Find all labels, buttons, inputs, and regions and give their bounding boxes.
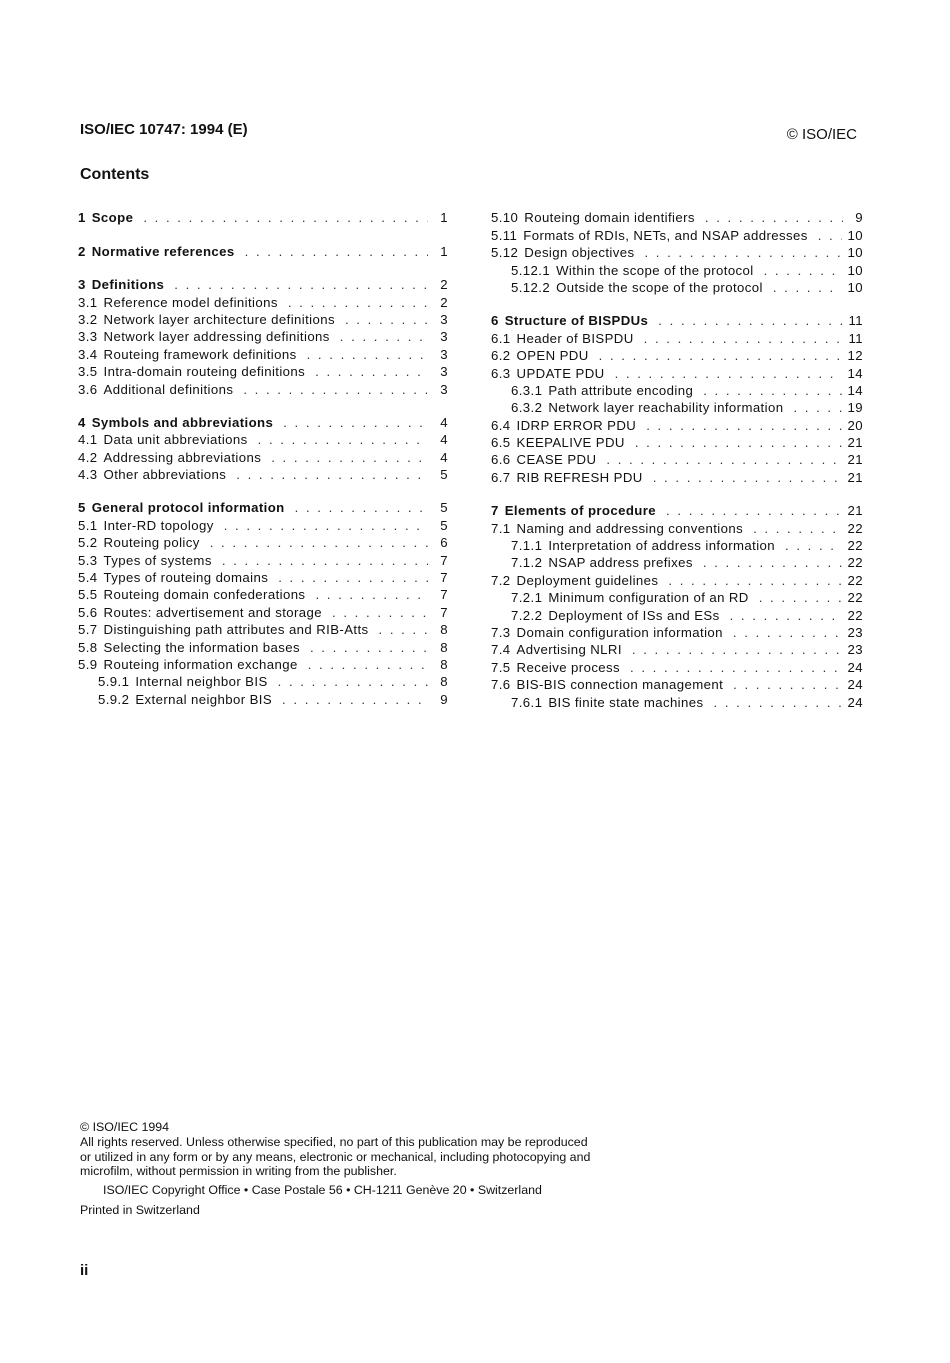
toc-entry-title: Reference model definitions xyxy=(103,294,278,310)
toc-entry-title: Design objectives xyxy=(524,245,635,261)
toc-entry-number: 3.6 xyxy=(78,381,98,397)
toc-entry-number: 3.1 xyxy=(78,294,98,310)
dot-leader xyxy=(646,418,841,433)
dot-leader xyxy=(288,295,428,310)
dot-leader xyxy=(818,228,842,243)
toc-entry-page: 7 xyxy=(440,552,448,568)
toc-entry[interactable] xyxy=(491,553,863,570)
dot-leader xyxy=(222,553,428,568)
toc-entry-page: 20 xyxy=(847,417,863,433)
dot-leader xyxy=(282,692,428,707)
toc-entry[interactable] xyxy=(491,328,863,345)
toc-entry-number: 7 xyxy=(491,503,499,519)
toc-entry-page: 22 xyxy=(847,572,863,588)
dot-leader xyxy=(658,313,842,328)
dot-leader xyxy=(606,452,841,467)
toc-entry[interactable] xyxy=(491,675,863,692)
dot-leader xyxy=(632,642,842,657)
toc-entry-number: 6.4 xyxy=(491,417,511,433)
toc-entry-title: Symbols and abbreviations xyxy=(91,414,274,430)
toc-entry[interactable] xyxy=(491,623,863,640)
dot-leader xyxy=(340,329,428,344)
toc-entry-page: 3 xyxy=(440,329,448,345)
toc-entry-page: 24 xyxy=(847,694,863,710)
toc-entry[interactable] xyxy=(78,310,448,327)
toc-entry[interactable] xyxy=(78,533,448,550)
toc-entry-number: 7.2.2 xyxy=(511,607,543,623)
toc-entry-title: Network layer architecture definitions xyxy=(103,311,335,327)
toc-entry-title: Minimum configuration of an RD xyxy=(548,590,749,606)
toc-entry[interactable] xyxy=(491,415,863,432)
toc-entry[interactable] xyxy=(78,413,448,430)
toc-entry-title: Formats of RDIs, NETs, and NSAP addresses xyxy=(523,227,808,243)
toc-entry-number: 5.5 xyxy=(78,587,98,603)
dot-leader xyxy=(174,277,428,292)
copyright-line: © ISO/IEC 1994 xyxy=(80,1120,170,1134)
toc-entry[interactable] xyxy=(78,447,448,464)
dot-leader xyxy=(666,503,841,518)
toc-entry-page: 5 xyxy=(440,467,448,483)
dot-leader xyxy=(278,570,428,585)
toc-entry-title: Deployment of ISs and ESs xyxy=(548,607,720,623)
toc-entry-title: RIB REFRESH PDU xyxy=(516,469,643,485)
dot-leader xyxy=(143,210,428,225)
toc-entry[interactable] xyxy=(491,225,863,242)
toc-entry-page: 1 xyxy=(440,210,448,226)
toc-entry-page: 19 xyxy=(847,400,863,416)
toc-entry-title: Advertising NLRI xyxy=(516,642,622,658)
toc-entry-number: 6.5 xyxy=(491,435,511,451)
toc-entry-page: 14 xyxy=(847,382,863,398)
toc-entry-page: 8 xyxy=(440,674,448,690)
dot-leader xyxy=(703,555,842,570)
toc-entry-page: 23 xyxy=(847,624,863,640)
toc-entry-page: 3 xyxy=(440,311,448,327)
dot-leader xyxy=(730,608,842,623)
dot-leader xyxy=(315,587,428,602)
toc-entry-title: BIS finite state machines xyxy=(548,694,704,710)
dot-leader xyxy=(630,660,842,675)
toc-entry-number: 5.7 xyxy=(78,622,98,638)
toc-entry[interactable] xyxy=(491,605,863,622)
toc-entry-number: 7.1.2 xyxy=(511,555,543,571)
copyright-line: All rights reserved. Unless otherwise specified, no part of this publication may be reproduced xyxy=(80,1134,588,1149)
copyright-line: microfilm, without permission in writing from the publisher. xyxy=(80,1164,397,1179)
toc-entry-title: Addressing abbreviations xyxy=(103,449,262,465)
toc-entry-page: 2 xyxy=(440,294,448,310)
toc-entry-page: 9 xyxy=(440,691,448,707)
toc-entry-title: Additional definitions xyxy=(103,381,234,397)
toc-entry[interactable] xyxy=(78,637,448,654)
dot-leader xyxy=(332,605,428,620)
toc-entry[interactable] xyxy=(78,362,448,379)
toc-entry-number: 5.12.2 xyxy=(511,279,551,295)
toc-entry-number: 7.1.1 xyxy=(511,538,543,554)
page-number: ii xyxy=(80,1262,89,1279)
dot-leader xyxy=(258,432,428,447)
toc-entry-title: Network layer addressing definitions xyxy=(103,329,330,345)
toc-entry-number: 4.1 xyxy=(78,432,98,448)
toc-entry-title: Routeing domain confederations xyxy=(103,587,306,603)
toc-entry[interactable] xyxy=(491,467,863,484)
dot-leader xyxy=(210,535,428,550)
toc-entry-number: 3 xyxy=(78,277,86,293)
toc-entry-title: Receive process xyxy=(516,659,621,675)
toc-entry-page: 22 xyxy=(847,555,863,571)
toc-entry[interactable] xyxy=(491,450,863,467)
toc-entry[interactable] xyxy=(491,311,863,328)
toc-entry-title: UPDATE PDU xyxy=(516,365,605,381)
toc-entry[interactable] xyxy=(491,278,863,295)
toc-entry-number: 6.2 xyxy=(491,348,511,364)
toc-entry[interactable] xyxy=(78,585,448,602)
toc-entry-number: 5 xyxy=(78,500,86,516)
toc-entry-number: 7.6.1 xyxy=(511,694,543,710)
toc-entry[interactable] xyxy=(491,260,863,277)
toc-entry-page: 7 xyxy=(440,604,448,620)
dot-leader xyxy=(308,657,428,672)
toc-entry[interactable] xyxy=(78,568,448,585)
toc-entry-page: 22 xyxy=(847,590,863,606)
toc-entry-number: 3.2 xyxy=(78,311,98,327)
dot-leader xyxy=(644,331,843,346)
dot-leader xyxy=(278,674,428,689)
dot-leader xyxy=(773,280,842,295)
toc-entry-title: Types of routeing domains xyxy=(103,570,269,586)
dot-leader xyxy=(635,435,842,450)
toc-entry-page: 21 xyxy=(847,435,863,451)
toc-entry-title: Internal neighbor BIS xyxy=(135,674,268,690)
toc-entry[interactable] xyxy=(78,430,448,447)
toc-entry-title: Structure of BISPDUs xyxy=(504,313,649,329)
toc-entry-title: Network layer reachability information xyxy=(548,400,784,416)
toc-entry-title: Distinguishing path attributes and RIB-Atts xyxy=(103,622,369,638)
toc-right-column xyxy=(491,208,863,710)
toc-entry-title: Data unit abbreviations xyxy=(103,432,248,448)
toc-entry-page: 3 xyxy=(440,346,448,362)
toc-entry-page: 24 xyxy=(847,659,863,675)
dot-leader xyxy=(785,538,842,553)
toc-entry-number: 7.4 xyxy=(491,642,511,658)
dot-leader xyxy=(705,210,843,225)
dot-leader xyxy=(703,383,841,398)
toc-entry-number: 3.4 xyxy=(78,346,98,362)
toc-entry[interactable] xyxy=(78,275,448,292)
toc-entry-page: 6 xyxy=(440,535,448,551)
toc-entry-title: NSAP address prefixes xyxy=(548,555,693,571)
toc-entry-number: 4.3 xyxy=(78,467,98,483)
toc-entry-number: 7.1 xyxy=(491,520,511,536)
contents-title: Contents xyxy=(80,166,150,183)
toc-entry-page: 10 xyxy=(847,245,863,261)
toc-entry-number: 5.12 xyxy=(491,245,519,261)
toc-entry-page: 3 xyxy=(440,364,448,380)
toc-entry-title: External neighbor BIS xyxy=(135,691,273,707)
toc-entry-title: Definitions xyxy=(91,277,165,293)
toc-entry-title: Domain configuration information xyxy=(516,624,723,640)
toc-entry-title: Path attribute encoding xyxy=(548,382,694,398)
toc-entry-number: 5.12.1 xyxy=(511,262,551,278)
toc-entry[interactable] xyxy=(491,588,863,605)
toc-entry[interactable] xyxy=(491,640,863,657)
printed-in: Printed in Switzerland xyxy=(80,1202,200,1217)
toc-entry[interactable] xyxy=(78,498,448,515)
dot-leader xyxy=(644,245,841,260)
toc-entry-number: 5.2 xyxy=(78,535,98,551)
toc-entry[interactable] xyxy=(78,327,448,344)
toc-entry-page: 4 xyxy=(440,414,448,430)
dot-leader xyxy=(345,312,428,327)
toc-entry-number: 7.6 xyxy=(491,677,511,693)
toc-entry-page: 1 xyxy=(440,243,448,259)
toc-left-column xyxy=(78,208,448,707)
dot-leader xyxy=(236,467,428,482)
toc-entry-number: 5.10 xyxy=(491,210,519,226)
toc-entry-title: KEEPALIVE PDU xyxy=(516,435,625,451)
toc-entry[interactable] xyxy=(78,689,448,706)
toc-entry-page: 24 xyxy=(847,677,863,693)
toc-entry-number: 2 xyxy=(78,243,86,259)
toc-entry-page: 4 xyxy=(440,432,448,448)
toc-entry-title: Header of BISPDU xyxy=(516,330,634,346)
toc-entry-page: 7 xyxy=(440,570,448,586)
toc-entry-page: 5 xyxy=(440,500,448,516)
dot-leader xyxy=(653,470,842,485)
header-standard: ISO/IEC 10747: 1994 (E) xyxy=(80,121,248,138)
toc-entry[interactable] xyxy=(78,602,448,619)
toc-entry-page: 8 xyxy=(440,622,448,638)
toc-entry-title: Other abbreviations xyxy=(103,467,227,483)
toc-entry[interactable] xyxy=(491,363,863,380)
dot-leader xyxy=(668,573,841,588)
toc-entry-page: 4 xyxy=(440,449,448,465)
toc-entry-number: 5.1 xyxy=(78,517,98,533)
toc-entry-number: 6 xyxy=(491,313,499,329)
header-copyright-mark: © ISO/IEC xyxy=(786,126,857,143)
toc-entry[interactable] xyxy=(491,570,863,587)
dot-leader xyxy=(283,415,428,430)
toc-entry-title: Deployment guidelines xyxy=(516,572,659,588)
toc-entry-number: 5.9 xyxy=(78,656,98,672)
toc-entry[interactable] xyxy=(78,241,448,258)
dot-leader xyxy=(753,521,841,536)
dot-leader xyxy=(733,677,841,692)
dot-leader xyxy=(271,450,428,465)
toc-entry-number: 7.2.1 xyxy=(511,590,543,606)
toc-entry-number: 7.5 xyxy=(491,659,511,675)
toc-entry-title: Naming and addressing conventions xyxy=(516,520,744,536)
toc-entry-number: 4.2 xyxy=(78,449,98,465)
toc-entry[interactable] xyxy=(78,515,448,532)
toc-entry[interactable] xyxy=(491,398,863,415)
toc-entry[interactable] xyxy=(491,381,863,398)
toc-entry-title: BIS-BIS connection management xyxy=(516,677,724,693)
toc-entry-number: 6.3.2 xyxy=(511,400,543,416)
toc-entry-number: 5.9.2 xyxy=(98,691,130,707)
toc-entry-page: 5 xyxy=(440,517,448,533)
dot-leader xyxy=(615,366,842,381)
toc-entry-number: 6.6 xyxy=(491,452,511,468)
toc-entry[interactable] xyxy=(491,518,863,535)
toc-entry-number: 6.3.1 xyxy=(511,382,543,398)
toc-entry-number: 3.3 xyxy=(78,329,98,345)
dot-leader xyxy=(295,500,428,515)
copyright-line: or utilized in any form or by any means, electronic or mechanical, including photocopying and xyxy=(80,1149,591,1164)
toc-entry-page: 23 xyxy=(847,642,863,658)
toc-entry-title: Routeing domain identifiers xyxy=(524,210,695,226)
toc-entry-page: 21 xyxy=(847,469,863,485)
dot-leader xyxy=(599,348,842,363)
dot-leader xyxy=(733,625,842,640)
toc-entry-page: 2 xyxy=(440,277,448,293)
toc-entry-title: Intra-domain routeing definitions xyxy=(103,364,306,380)
toc-entry[interactable] xyxy=(491,657,863,674)
toc-entry-number: 3.5 xyxy=(78,364,98,380)
toc-entry-number: 7.2 xyxy=(491,572,511,588)
toc-entry-number: 6.1 xyxy=(491,330,511,346)
toc-entry-page: 21 xyxy=(847,503,863,519)
toc-entry-page: 11 xyxy=(848,313,863,329)
toc-entry-title: OPEN PDU xyxy=(516,348,589,364)
toc-entry[interactable] xyxy=(78,379,448,396)
toc-entry[interactable] xyxy=(78,292,448,309)
toc-entry-number: 5.9.1 xyxy=(98,674,130,690)
toc-entry-number: 6.3 xyxy=(491,365,511,381)
toc-entry-page: 10 xyxy=(847,262,863,278)
toc-entry-number: 5.6 xyxy=(78,604,98,620)
toc-entry[interactable] xyxy=(78,655,448,672)
toc-entry-page: 11 xyxy=(848,330,863,346)
dot-leader xyxy=(315,364,428,379)
toc-entry-title: Interpretation of address information xyxy=(548,538,775,554)
toc-entry-title: Normative references xyxy=(91,243,235,259)
toc-entry-page: 10 xyxy=(847,279,863,295)
toc-entry[interactable] xyxy=(491,346,863,363)
toc-entry-number: 1 xyxy=(78,210,86,226)
dot-leader xyxy=(310,640,428,655)
dot-leader xyxy=(243,382,428,397)
toc-entry-title: Within the scope of the protocol xyxy=(556,262,754,278)
toc-entry[interactable] xyxy=(78,672,448,689)
dot-leader xyxy=(307,347,428,362)
dot-leader xyxy=(379,622,428,637)
toc-entry-title: CEASE PDU xyxy=(516,452,597,468)
toc-entry-title: IDRP ERROR PDU xyxy=(516,417,637,433)
toc-entry-title: General protocol information xyxy=(91,500,285,516)
toc-entry-title: Routeing framework definitions xyxy=(103,346,297,362)
dot-leader xyxy=(245,244,428,259)
dot-leader xyxy=(793,400,841,415)
toc-entry-page: 22 xyxy=(847,538,863,554)
toc-entry[interactable] xyxy=(491,433,863,450)
toc-entry-page: 8 xyxy=(440,656,448,672)
toc-entry-page: 22 xyxy=(847,607,863,623)
dot-leader xyxy=(764,263,842,278)
dot-leader xyxy=(713,695,841,710)
copyright-notice xyxy=(80,1120,640,1218)
toc-entry[interactable] xyxy=(78,208,448,225)
toc-entry[interactable] xyxy=(491,501,863,518)
toc-entry-number: 5.3 xyxy=(78,552,98,568)
toc-entry-title: Inter-RD topology xyxy=(103,517,214,533)
toc-entry[interactable] xyxy=(78,344,448,361)
dot-leader xyxy=(224,518,428,533)
dot-leader xyxy=(759,590,842,605)
toc-entry-number: 5.8 xyxy=(78,639,98,655)
toc-entry-title: Routes: advertisement and storage xyxy=(103,604,323,620)
toc-entry-page: 9 xyxy=(855,210,863,226)
toc-entry-page: 8 xyxy=(440,639,448,655)
toc-entry-number: 5.11 xyxy=(491,227,518,243)
copyright-office: ISO/IEC Copyright Office • Case Postale 56 • CH-1211 Genève 20 • Switzerland xyxy=(103,1183,542,1198)
toc-entry-page: 14 xyxy=(847,365,863,381)
toc-entry-title: Selecting the information bases xyxy=(103,639,300,655)
toc-entry[interactable] xyxy=(491,243,863,260)
toc-entry-title: Scope xyxy=(91,210,134,226)
toc-entry-number: 4 xyxy=(78,414,86,430)
toc-entry-number: 7.3 xyxy=(491,624,511,640)
toc-entry[interactable] xyxy=(491,536,863,553)
toc-entry[interactable] xyxy=(491,208,863,225)
toc-entry[interactable] xyxy=(78,465,448,482)
toc-entry[interactable] xyxy=(78,550,448,567)
toc-entry-title: Outside the scope of the protocol xyxy=(556,279,763,295)
toc-entry-page: 21 xyxy=(847,452,863,468)
toc-entry-title: Routeing policy xyxy=(103,535,200,551)
toc-entry-page: 22 xyxy=(847,520,863,536)
toc-entry-title: Types of systems xyxy=(103,552,212,568)
toc-entry[interactable] xyxy=(78,620,448,637)
toc-entry-title: Elements of procedure xyxy=(504,503,657,519)
toc-entry-number: 5.4 xyxy=(78,570,98,586)
toc-entry-page: 3 xyxy=(440,381,448,397)
toc-entry[interactable] xyxy=(491,692,863,709)
toc-entry-page: 7 xyxy=(440,587,448,603)
toc-entry-page: 10 xyxy=(847,227,863,243)
toc-entry-page: 12 xyxy=(847,348,863,364)
toc-entry-number: 6.7 xyxy=(491,469,511,485)
toc-entry-title: Routeing information exchange xyxy=(103,656,298,672)
